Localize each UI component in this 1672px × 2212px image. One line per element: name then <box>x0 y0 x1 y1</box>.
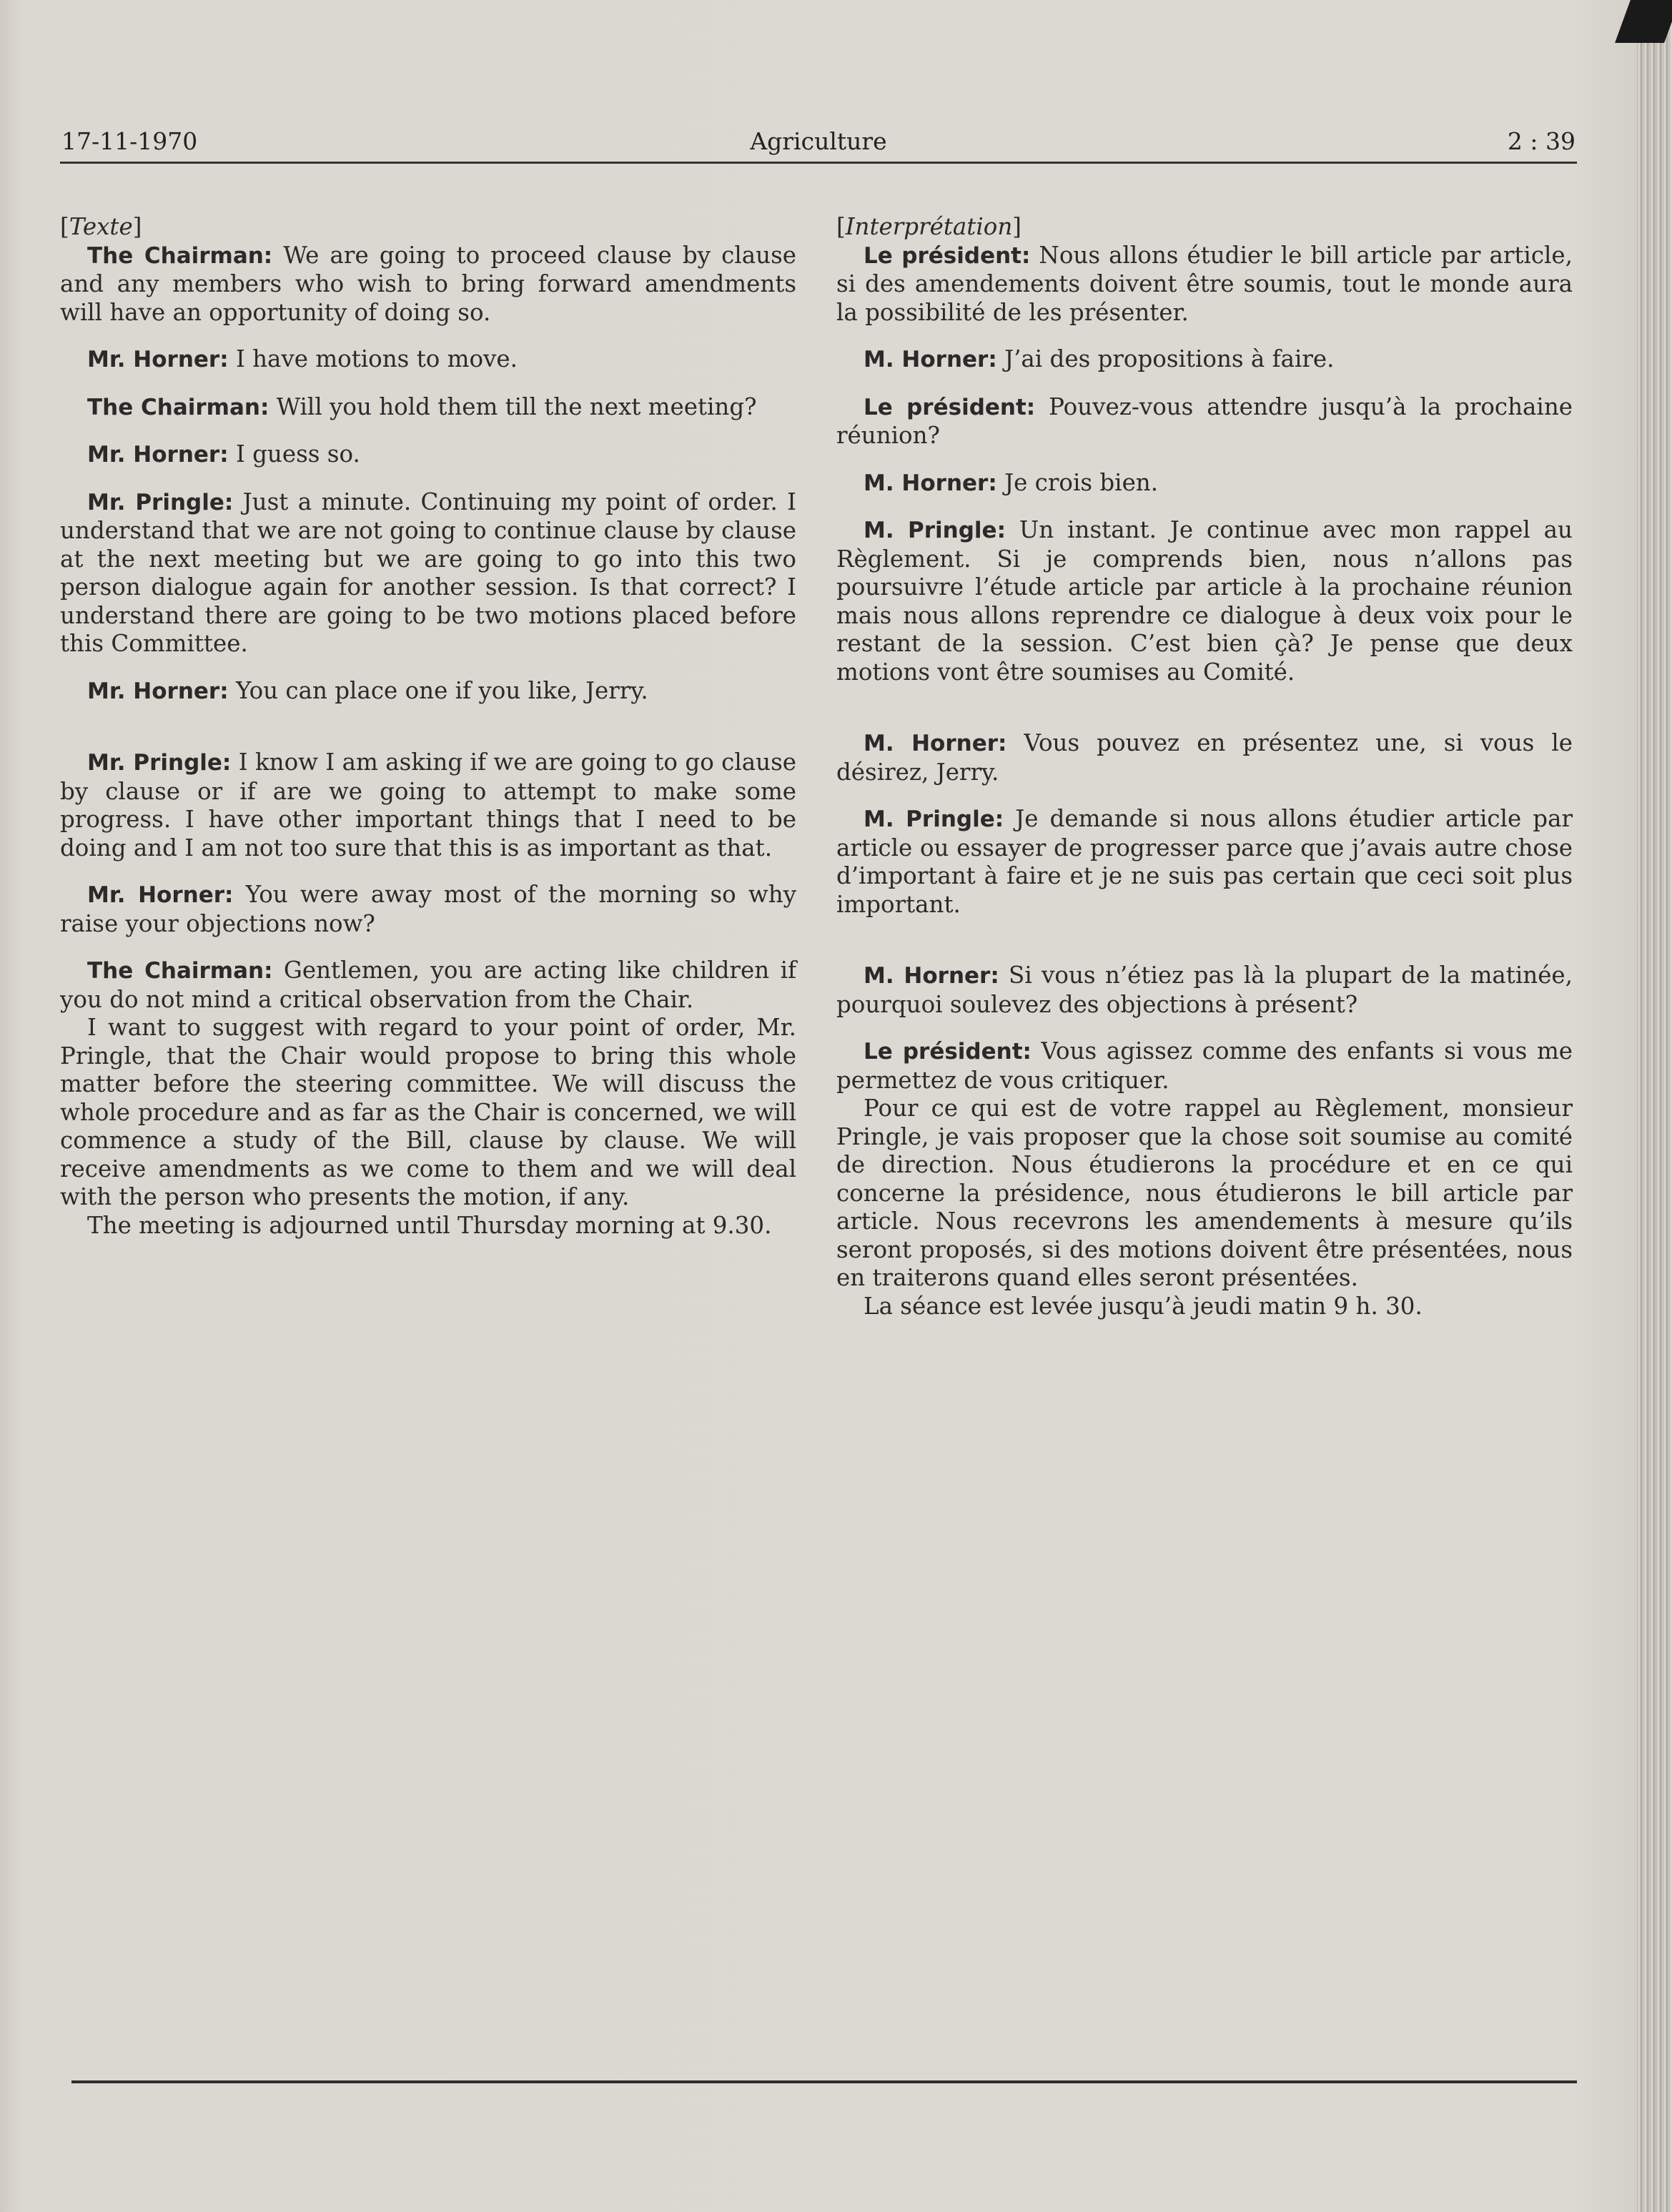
speaker-name: Mr. Pringle: <box>87 750 232 776</box>
paragraph-text: Just a minute. Continuing my point of order. I understand that we are not going to continue clause by clause at the next meeting but we are going to go into this two person dialogue again for another session. Is that correct? I understand there are going to be two motions placed before this Committee. <box>60 488 797 657</box>
speaker-name: The Chairman: <box>87 242 273 269</box>
page-edge-stack <box>1637 0 1672 2212</box>
paragraph <box>60 749 796 862</box>
paragraph <box>836 729 1573 786</box>
header-rule <box>60 162 1577 164</box>
paragraph-text: Nous allons étudier le bill article par article, si des amendements doivent être soumis, tout le monde aura la possibilité de les présenter. <box>836 241 1573 326</box>
paragraph-text: Will you hold them till the next meeting? <box>269 392 757 420</box>
speaker-name: The Chairman: <box>87 394 269 420</box>
paragraph-text: You were away most of the morning so why raise your objections now? <box>60 881 796 937</box>
paragraph-text: We are going to proceed clause by clause and any members who wish to bring forward amendments will have an opportunity of doing so. <box>60 241 796 326</box>
paragraph <box>60 1014 796 1212</box>
paragraph-text: I have motions to move. <box>228 345 518 372</box>
language-marker: [Interprétation] <box>836 213 1021 240</box>
paragraph <box>836 242 1573 327</box>
paragraph <box>836 516 1573 686</box>
speaker-name: M. Horner: <box>864 470 997 496</box>
paragraph-text: Je crois bien. <box>996 468 1159 496</box>
paragraph <box>60 488 796 658</box>
paragraph-text: I want to suggest with regard to your point of order, Mr. Pringle, that the Chair would propose to bring this whole matter before the steering committee. We will discuss the whole procedure and as far as the Chair is concerned, we will commence a study of the Bill, clause by clause. We will receive amendments as we come to them and we will deal with the person who presents the motion, if any. <box>60 1014 796 1210</box>
paragraph-text: Vous pouvez en présentez une, si vous le désirez, Jerry. <box>836 729 1573 786</box>
paragraph-text: Gentlemen, you are acting like children if you do not mind a critical observation from the Chair. <box>60 957 796 1013</box>
header-date: 17-11-1970 <box>61 127 198 155</box>
paragraph <box>60 242 796 327</box>
paragraph-text: Pour ce qui est de votre rappel au Règlement, monsieur Pringle, je vais proposer que la chose soit soumise au comité de direction. Nous étudierons la procédure et en ce qui concerne la présidence, nous étudierons le bill article par article. Nous recevrons les amendements à mesure qu’ils seront proposés, si des motions doivent être présentées, nous en traiterons quand elles seront présentées. <box>836 1095 1573 1291</box>
speaker-name: Mr. Horner: <box>87 347 229 372</box>
paragraph <box>60 393 796 423</box>
header-page-number: 2 : 39 <box>1507 127 1575 155</box>
paragraph-text: I know I am asking if we are going to go clause by clause or if are we going to attempt to make some progress. I have other important things that I need to be doing and I am not too sure that this is as important as that. <box>60 749 796 861</box>
paragraph-text: Je demande si nous allons étudier article par article ou essayer de progresser parce que j’avais autre chose d’important à faire et je ne suis pas certain que ceci soit plus important. <box>836 805 1573 918</box>
paragraph-text: La séance est levée jusqu’à jeudi matin 9 h. 30. <box>864 1292 1423 1320</box>
paragraph <box>836 1293 1573 1321</box>
paragraph-text: I guess so. <box>228 440 360 468</box>
speaker-name: Mr. Horner: <box>87 882 234 908</box>
header-title: Agriculture <box>750 127 887 155</box>
speaker-name: M. Horner: <box>864 963 999 989</box>
paragraph <box>836 469 1573 498</box>
paragraph-text: Vous agissez comme des enfants si vous me permettez de vous critiquer. <box>836 1037 1573 1094</box>
paragraph-text: The meeting is adjourned until Thursday morning at 9.30. <box>87 1211 772 1239</box>
speaker-name: M. Pringle: <box>864 806 1004 832</box>
paragraph <box>836 1037 1573 1095</box>
running-header <box>61 127 1575 159</box>
paragraph <box>60 1212 796 1240</box>
speaker-name: Le président: <box>864 394 1036 420</box>
french-column <box>836 213 1573 1320</box>
paragraph <box>60 345 796 375</box>
paragraph-text: Un instant. Je continue avec mon rappel au Règlement. Si je comprends bien, nous n’allons pas poursuivre l’étude article par article à la prochaine réunion mais nous allons reprendre ce dialogue à deux voix pour le restant de la session. C’est bien çà? Je pense que deux motions vont être soumises au Comité. <box>836 516 1573 686</box>
speaker-name: M. Horner: <box>864 347 997 372</box>
language-marker: [Texte] <box>60 213 142 240</box>
paragraph-text: J’ai des propositions à faire. <box>996 345 1335 372</box>
paragraph <box>60 440 796 470</box>
speaker-name: Le président: <box>864 242 1031 269</box>
paragraph-text: You can place one if you like, Jerry. <box>228 676 648 704</box>
paragraph <box>60 881 796 938</box>
paragraph <box>60 957 796 1014</box>
speaker-name: Le président: <box>864 1039 1032 1065</box>
paragraph-text: Pouvez-vous attendre jusqu’à la prochaine réunion? <box>836 392 1573 449</box>
paragraph <box>836 345 1573 375</box>
speaker-name: Mr. Horner: <box>87 442 229 468</box>
paragraph <box>836 962 1573 1019</box>
paragraph <box>60 677 796 706</box>
paragraph <box>836 805 1573 919</box>
footer-rule <box>71 2080 1577 2083</box>
speaker-name: The Chairman: <box>87 958 273 984</box>
speaker-name: Mr. Horner: <box>87 678 229 704</box>
speaker-name: M. Horner: <box>864 731 1007 756</box>
speaker-name: Mr. Pringle: <box>87 489 234 515</box>
speaker-name: M. Pringle: <box>864 518 1006 543</box>
english-column <box>60 213 796 1240</box>
paragraph-text: Si vous n’étiez pas là la plupart de la matinée, pourquoi soulevez des objections à présent? <box>836 962 1573 1018</box>
paragraph <box>836 1095 1573 1293</box>
paragraph <box>836 393 1573 450</box>
